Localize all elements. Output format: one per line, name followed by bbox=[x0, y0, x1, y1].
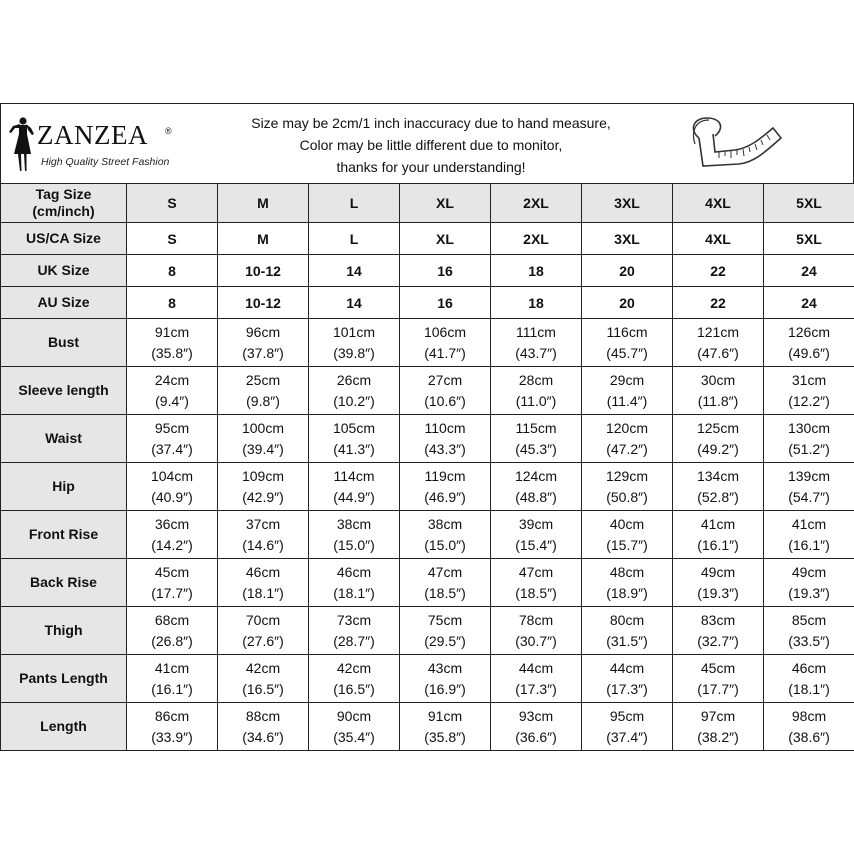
inch-value: (11.4″) bbox=[606, 392, 648, 409]
cm-value: 40cm bbox=[609, 515, 645, 532]
inch-value: (33.9″) bbox=[151, 728, 193, 745]
row-label: Sleeve length bbox=[1, 367, 127, 415]
measurement-cell bbox=[764, 463, 854, 511]
measurement-cell bbox=[309, 703, 400, 751]
inch-value: (43.7″) bbox=[515, 344, 557, 361]
inch-value: (37.4″) bbox=[606, 728, 648, 745]
measurement-cell bbox=[400, 607, 491, 655]
cm-value: 45cm bbox=[154, 563, 190, 580]
inch-value: (43.3″) bbox=[424, 440, 466, 457]
inch-value: (32.7″) bbox=[697, 632, 739, 649]
measurement-cell bbox=[400, 463, 491, 511]
inch-value: (14.6″) bbox=[242, 536, 284, 553]
cm-value: 30cm bbox=[700, 371, 736, 388]
inch-value: (16.1″) bbox=[697, 536, 739, 553]
inch-value: (50.8″) bbox=[606, 488, 648, 505]
size-cell: 10-12 bbox=[218, 255, 309, 287]
measurement-cell bbox=[400, 559, 491, 607]
brand-tagline: High Quality Street Fashion bbox=[41, 156, 170, 168]
inch-value: (37.4″) bbox=[151, 440, 193, 457]
measurement-cell bbox=[673, 559, 764, 607]
inch-value: (44.9″) bbox=[333, 488, 375, 505]
measurement-cell bbox=[218, 319, 309, 367]
size-cell: 14 bbox=[309, 255, 400, 287]
measurement-cell bbox=[582, 559, 673, 607]
inch-value: (45.3″) bbox=[515, 440, 557, 457]
inch-value: (28.7″) bbox=[333, 632, 375, 649]
inch-value: (15.7″) bbox=[606, 536, 648, 553]
inch-value: (49.6″) bbox=[788, 344, 830, 361]
inch-value: (19.3″) bbox=[697, 584, 739, 601]
measurement-cell bbox=[764, 655, 854, 703]
size-cell: 20 bbox=[582, 287, 673, 319]
inch-value: (31.5″) bbox=[606, 632, 648, 649]
cm-value: 115cm bbox=[515, 419, 557, 436]
measurement-cell bbox=[309, 367, 400, 415]
cm-value: 46cm bbox=[336, 563, 372, 580]
size-cell: 24 bbox=[764, 255, 854, 287]
inch-value: (39.8″) bbox=[333, 344, 375, 361]
measurement-cell bbox=[764, 703, 854, 751]
cm-value: 25cm bbox=[245, 371, 281, 388]
inch-value: (40.9″) bbox=[151, 488, 193, 505]
row-label bbox=[1, 184, 127, 223]
cm-value: 44cm bbox=[518, 659, 554, 676]
cm-value: 119cm bbox=[424, 467, 466, 484]
cm-value: 101cm bbox=[332, 323, 376, 340]
row-label: Waist bbox=[1, 415, 127, 463]
measurement-cell bbox=[673, 607, 764, 655]
measurement-cell bbox=[127, 703, 218, 751]
notice-line: thanks for your understanding! bbox=[336, 159, 526, 175]
measurement-cell bbox=[309, 463, 400, 511]
cm-value: 110cm bbox=[424, 419, 466, 436]
measurement-cell bbox=[491, 655, 582, 703]
notice-line: Size may be 2cm/1 inch inaccuracy due to hand measure, bbox=[251, 115, 611, 131]
inch-value: (45.7″) bbox=[606, 344, 648, 361]
notice-text bbox=[211, 112, 651, 178]
inch-value: (9.8″) bbox=[246, 392, 280, 409]
size-cell: S bbox=[127, 184, 218, 223]
cm-value: 114cm bbox=[333, 467, 375, 484]
size-row bbox=[1, 255, 854, 287]
brand-logo bbox=[7, 114, 177, 176]
size-cell: XL bbox=[400, 184, 491, 223]
measurement-cell bbox=[127, 655, 218, 703]
inch-value: (38.2″) bbox=[697, 728, 739, 745]
size-cell: L bbox=[309, 223, 400, 255]
inch-value: (11.8″) bbox=[697, 392, 739, 409]
measurement-cell bbox=[400, 415, 491, 463]
inch-value: (9.4″) bbox=[155, 392, 189, 409]
cm-value: 121cm bbox=[696, 323, 740, 340]
inch-value: (18.5″) bbox=[515, 584, 557, 601]
cm-value: 139cm bbox=[787, 467, 831, 484]
cm-value: 88cm bbox=[245, 707, 281, 724]
cm-value: 86cm bbox=[154, 707, 190, 724]
size-row bbox=[1, 287, 854, 319]
cm-value: 44cm bbox=[609, 659, 645, 676]
cm-value: 41cm bbox=[154, 659, 190, 676]
inch-value: (11.0″) bbox=[515, 392, 557, 409]
cm-value: 130cm bbox=[787, 419, 831, 436]
inch-value: (17.7″) bbox=[697, 680, 739, 697]
measurement-row bbox=[1, 511, 854, 559]
size-cell: 5XL bbox=[764, 223, 854, 255]
inch-value: (46.9″) bbox=[424, 488, 466, 505]
inch-value: (51.2″) bbox=[788, 440, 830, 457]
cm-value: 105cm bbox=[332, 419, 376, 436]
measurement-cell bbox=[673, 319, 764, 367]
row-label: AU Size bbox=[1, 287, 127, 319]
measurement-cell bbox=[127, 511, 218, 559]
measurement-cell bbox=[764, 607, 854, 655]
measurement-cell bbox=[400, 703, 491, 751]
cm-value: 28cm bbox=[518, 371, 554, 388]
measurement-cell bbox=[491, 607, 582, 655]
inch-value: (17.3″) bbox=[515, 680, 557, 697]
measurement-cell bbox=[127, 559, 218, 607]
cm-value: 90cm bbox=[336, 707, 372, 724]
size-row bbox=[1, 223, 854, 255]
size-cell: 18 bbox=[491, 287, 582, 319]
size-cell: M bbox=[218, 184, 309, 223]
measurement-cell bbox=[491, 511, 582, 559]
inch-value: (35.8″) bbox=[424, 728, 466, 745]
cm-value: 124cm bbox=[514, 467, 558, 484]
measurement-cell bbox=[582, 607, 673, 655]
size-cell: 2XL bbox=[491, 223, 582, 255]
size-cell: 5XL bbox=[764, 184, 854, 223]
measurement-cell bbox=[309, 655, 400, 703]
cm-value: 83cm bbox=[700, 611, 736, 628]
measurement-cell bbox=[400, 511, 491, 559]
size-cell: 20 bbox=[582, 255, 673, 287]
brand-name: ZANZEA bbox=[37, 120, 148, 150]
cm-value: 41cm bbox=[791, 515, 827, 532]
size-chart bbox=[0, 103, 854, 751]
measuring-tape-icon bbox=[685, 108, 785, 180]
cm-value: 98cm bbox=[791, 707, 827, 724]
cm-value: 49cm bbox=[700, 563, 736, 580]
inch-value: (15.0″) bbox=[333, 536, 375, 553]
measurement-cell bbox=[218, 607, 309, 655]
size-cell: 18 bbox=[491, 255, 582, 287]
cm-value: 48cm bbox=[609, 563, 645, 580]
size-cell: 4XL bbox=[673, 184, 764, 223]
inch-value: (18.9″) bbox=[606, 584, 648, 601]
size-table bbox=[0, 183, 854, 751]
inch-value: (42.9″) bbox=[242, 488, 284, 505]
row-label: Bust bbox=[1, 319, 127, 367]
size-cell: 8 bbox=[127, 287, 218, 319]
measurement-cell bbox=[218, 367, 309, 415]
measurement-cell bbox=[491, 319, 582, 367]
measurement-cell bbox=[582, 415, 673, 463]
cm-value: 27cm bbox=[427, 371, 463, 388]
cm-value: 75cm bbox=[427, 611, 463, 628]
inch-value: (30.7″) bbox=[515, 632, 557, 649]
cm-value: 38cm bbox=[336, 515, 372, 532]
inch-value: (15.4″) bbox=[515, 536, 557, 553]
size-cell: L bbox=[309, 184, 400, 223]
cm-value: 85cm bbox=[791, 611, 827, 628]
cm-value: 26cm bbox=[336, 371, 372, 388]
measurement-cell bbox=[400, 319, 491, 367]
measurement-cell bbox=[673, 703, 764, 751]
measurement-cell bbox=[582, 367, 673, 415]
measurement-cell bbox=[764, 415, 854, 463]
notice-line: Color may be little different due to monitor, bbox=[299, 137, 563, 153]
inch-value: (39.4″) bbox=[242, 440, 284, 457]
size-cell: XL bbox=[400, 223, 491, 255]
measurement-cell bbox=[127, 415, 218, 463]
measurement-row bbox=[1, 559, 854, 607]
cm-value: 78cm bbox=[518, 611, 554, 628]
measurement-row bbox=[1, 319, 854, 367]
measurement-cell bbox=[673, 655, 764, 703]
inch-value: (16.5″) bbox=[242, 680, 284, 697]
inch-value: (48.8″) bbox=[515, 488, 557, 505]
inch-value: (10.6″) bbox=[424, 392, 466, 409]
chart-header bbox=[0, 103, 854, 183]
cm-value: 104cm bbox=[150, 467, 194, 484]
inch-value: (15.0″) bbox=[424, 536, 466, 553]
row-label-line: (cm/inch) bbox=[32, 203, 95, 219]
cm-value: 93cm bbox=[518, 707, 554, 724]
size-rows bbox=[1, 184, 854, 319]
size-cell: 14 bbox=[309, 287, 400, 319]
measurement-cell bbox=[764, 511, 854, 559]
measurement-cell bbox=[127, 319, 218, 367]
cm-value: 129cm bbox=[605, 467, 649, 484]
inch-value: (36.6″) bbox=[515, 728, 557, 745]
measurement-cell bbox=[673, 367, 764, 415]
row-label: Length bbox=[1, 703, 127, 751]
measurement-row bbox=[1, 607, 854, 655]
inch-value: (52.8″) bbox=[697, 488, 739, 505]
inch-value: (41.7″) bbox=[424, 344, 466, 361]
size-cell: 4XL bbox=[673, 223, 764, 255]
measurement-cell bbox=[673, 463, 764, 511]
row-label: Thigh bbox=[1, 607, 127, 655]
measurement-cell bbox=[491, 415, 582, 463]
measurement-cell bbox=[400, 367, 491, 415]
inch-value: (18.1″) bbox=[333, 584, 375, 601]
inch-value: (12.2″) bbox=[788, 392, 830, 409]
inch-value: (47.6″) bbox=[697, 344, 739, 361]
measurement-cell bbox=[309, 511, 400, 559]
cm-value: 109cm bbox=[241, 467, 285, 484]
cm-value: 91cm bbox=[154, 323, 190, 340]
size-cell: 16 bbox=[400, 287, 491, 319]
inch-value: (29.5″) bbox=[424, 632, 466, 649]
cm-value: 96cm bbox=[245, 323, 281, 340]
cm-value: 42cm bbox=[245, 659, 281, 676]
cm-value: 68cm bbox=[154, 611, 190, 628]
size-cell: M bbox=[218, 223, 309, 255]
cm-value: 46cm bbox=[791, 659, 827, 676]
registered-mark: ® bbox=[165, 126, 172, 136]
cm-value: 97cm bbox=[700, 707, 736, 724]
measurement-cell bbox=[491, 367, 582, 415]
measurement-cell bbox=[309, 415, 400, 463]
measurement-row bbox=[1, 655, 854, 703]
measurement-cell bbox=[127, 463, 218, 511]
inch-value: (47.2″) bbox=[606, 440, 648, 457]
measurement-row bbox=[1, 415, 854, 463]
inch-value: (41.3″) bbox=[333, 440, 375, 457]
cm-value: 45cm bbox=[700, 659, 736, 676]
cm-value: 91cm bbox=[427, 707, 463, 724]
size-cell: 22 bbox=[673, 287, 764, 319]
row-label: Back Rise bbox=[1, 559, 127, 607]
cm-value: 73cm bbox=[336, 611, 372, 628]
cm-value: 80cm bbox=[609, 611, 645, 628]
inch-value: (18.1″) bbox=[788, 680, 830, 697]
measurement-cell bbox=[582, 703, 673, 751]
measurement-cell bbox=[582, 655, 673, 703]
cm-value: 100cm bbox=[241, 419, 285, 436]
measurement-cell bbox=[764, 367, 854, 415]
size-cell: S bbox=[127, 223, 218, 255]
inch-value: (18.1″) bbox=[242, 584, 284, 601]
inch-value: (35.8″) bbox=[151, 344, 193, 361]
inch-value: (26.8″) bbox=[151, 632, 193, 649]
inch-value: (37.8″) bbox=[242, 344, 284, 361]
inch-value: (14.2″) bbox=[151, 536, 193, 553]
cm-value: 47cm bbox=[427, 563, 463, 580]
row-label: Hip bbox=[1, 463, 127, 511]
measurement-cell bbox=[218, 463, 309, 511]
cm-value: 38cm bbox=[427, 515, 463, 532]
inch-value: (54.7″) bbox=[788, 488, 830, 505]
dress-silhouette-icon bbox=[7, 116, 37, 174]
measurement-cell bbox=[582, 463, 673, 511]
inch-value: (16.5″) bbox=[333, 680, 375, 697]
measurement-cell bbox=[218, 703, 309, 751]
cm-value: 43cm bbox=[427, 659, 463, 676]
row-label-line: Tag Size bbox=[35, 186, 92, 202]
measurement-cell bbox=[218, 655, 309, 703]
size-cell: 22 bbox=[673, 255, 764, 287]
inch-value: (16.9″) bbox=[424, 680, 466, 697]
row-label: Front Rise bbox=[1, 511, 127, 559]
cm-value: 125cm bbox=[696, 419, 740, 436]
inch-value: (16.1″) bbox=[788, 536, 830, 553]
measurement-row bbox=[1, 703, 854, 751]
size-cell: 8 bbox=[127, 255, 218, 287]
measurement-rows bbox=[1, 319, 854, 751]
measurement-cell bbox=[400, 655, 491, 703]
row-label: US/CA Size bbox=[1, 223, 127, 255]
inch-value: (33.5″) bbox=[788, 632, 830, 649]
cm-value: 42cm bbox=[336, 659, 372, 676]
cm-value: 37cm bbox=[245, 515, 281, 532]
size-cell: 16 bbox=[400, 255, 491, 287]
measurement-row bbox=[1, 367, 854, 415]
measurement-cell bbox=[582, 511, 673, 559]
row-label: Pants Length bbox=[1, 655, 127, 703]
inch-value: (16.1″) bbox=[151, 680, 193, 697]
cm-value: 134cm bbox=[696, 467, 740, 484]
cm-value: 46cm bbox=[245, 563, 281, 580]
measurement-cell bbox=[491, 463, 582, 511]
measurement-cell bbox=[764, 319, 854, 367]
size-cell: 3XL bbox=[582, 223, 673, 255]
cm-value: 70cm bbox=[245, 611, 281, 628]
cm-value: 39cm bbox=[518, 515, 554, 532]
cm-value: 47cm bbox=[518, 563, 554, 580]
inch-value: (18.5″) bbox=[424, 584, 466, 601]
cm-value: 95cm bbox=[609, 707, 645, 724]
size-cell: 3XL bbox=[582, 184, 673, 223]
measurement-cell bbox=[127, 367, 218, 415]
measurement-cell bbox=[673, 415, 764, 463]
cm-value: 95cm bbox=[154, 419, 190, 436]
inch-value: (17.7″) bbox=[151, 584, 193, 601]
inch-value: (27.6″) bbox=[242, 632, 284, 649]
measurement-cell bbox=[218, 559, 309, 607]
inch-value: (38.6″) bbox=[788, 728, 830, 745]
inch-value: (49.2″) bbox=[697, 440, 739, 457]
row-label: UK Size bbox=[1, 255, 127, 287]
inch-value: (35.4″) bbox=[333, 728, 375, 745]
size-cell: 2XL bbox=[491, 184, 582, 223]
size-cell: 24 bbox=[764, 287, 854, 319]
measurement-cell bbox=[491, 703, 582, 751]
measurement-cell bbox=[309, 559, 400, 607]
measurement-cell bbox=[764, 559, 854, 607]
size-row bbox=[1, 184, 854, 223]
inch-value: (17.3″) bbox=[606, 680, 648, 697]
cm-value: 24cm bbox=[154, 371, 190, 388]
inch-value: (10.2″) bbox=[333, 392, 375, 409]
measurement-cell bbox=[309, 319, 400, 367]
measurement-cell bbox=[218, 511, 309, 559]
cm-value: 126cm bbox=[787, 323, 831, 340]
cm-value: 31cm bbox=[791, 371, 827, 388]
cm-value: 29cm bbox=[609, 371, 645, 388]
cm-value: 49cm bbox=[791, 563, 827, 580]
measurement-cell bbox=[218, 415, 309, 463]
cm-value: 111cm bbox=[516, 323, 556, 340]
measurement-cell bbox=[673, 511, 764, 559]
measurement-row bbox=[1, 463, 854, 511]
size-cell: 10-12 bbox=[218, 287, 309, 319]
cm-value: 106cm bbox=[423, 323, 467, 340]
measurement-cell bbox=[127, 607, 218, 655]
measurement-cell bbox=[309, 607, 400, 655]
measurement-cell bbox=[491, 559, 582, 607]
cm-value: 41cm bbox=[700, 515, 736, 532]
measurement-cell bbox=[582, 319, 673, 367]
cm-value: 116cm bbox=[606, 323, 648, 340]
cm-value: 36cm bbox=[154, 515, 190, 532]
inch-value: (19.3″) bbox=[788, 584, 830, 601]
inch-value: (34.6″) bbox=[242, 728, 284, 745]
cm-value: 120cm bbox=[605, 419, 649, 436]
